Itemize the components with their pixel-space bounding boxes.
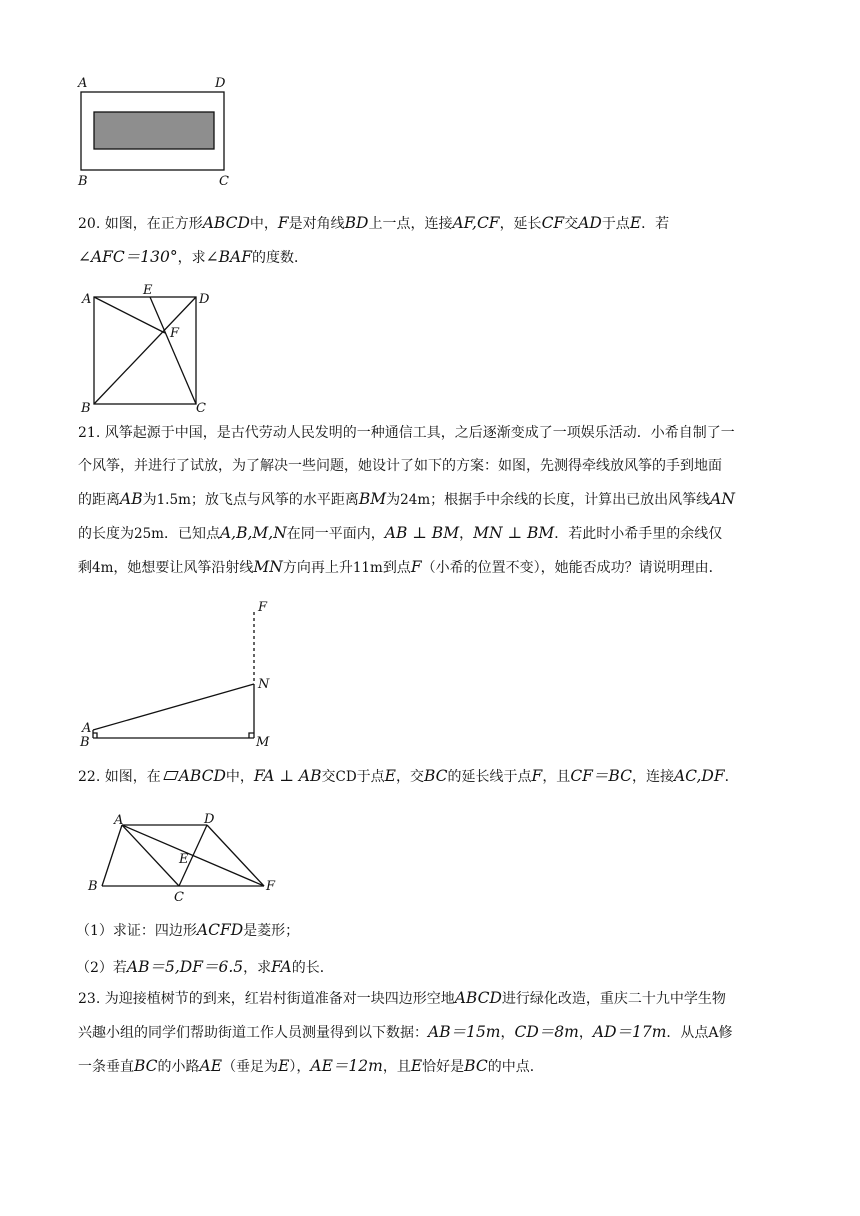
q21-math: MN ⊥ BM xyxy=(473,524,555,542)
q21-text: ；放飞点与风筝的水平距离 xyxy=(190,492,359,508)
q20-text: ，延长 xyxy=(499,216,542,232)
q21-value: 4m xyxy=(92,560,114,576)
q22-math: CD xyxy=(335,769,357,785)
q23-text: ）， xyxy=(289,1059,311,1075)
q20-number: 20. xyxy=(78,216,101,232)
label-c: C xyxy=(219,174,229,189)
figure-kite xyxy=(76,596,276,751)
q21-math: A,B,M,N xyxy=(219,524,287,542)
label-c: C xyxy=(196,401,206,415)
label-f: F xyxy=(258,600,268,615)
question-21 xyxy=(78,417,786,585)
q22-text: ，连接 xyxy=(631,769,674,785)
q22-math: ABCD xyxy=(178,767,226,785)
label-a: A xyxy=(114,813,124,828)
q23-math: ABCD xyxy=(454,989,502,1007)
q21-math: F xyxy=(410,558,422,576)
q20-text: 上一点，连接 xyxy=(368,216,453,232)
label-b: B xyxy=(78,174,88,189)
q22-text: ，求 xyxy=(243,960,272,976)
q23-math: BC xyxy=(464,1057,488,1075)
q22-text: ，且 xyxy=(542,769,571,785)
q21-text: ．若此时小希手里的余线仅 xyxy=(554,526,723,542)
q23-math: CD＝8m xyxy=(514,1023,579,1041)
q21-value: 1.5m xyxy=(156,492,191,508)
q23-text: 一条垂直 xyxy=(78,1059,134,1075)
q22-math: CF＝BC xyxy=(570,767,632,785)
q21-value: 24m xyxy=(400,492,431,508)
q21-text: 个风筝，并进行了试放，为了解决一些问题，她设计了如下的方案：如图，先测得牵线放风筝的手到地面 xyxy=(78,458,722,474)
label-d: D xyxy=(199,292,210,307)
q23-math: AE＝12m xyxy=(310,1057,383,1075)
q22-text: 如图，在 xyxy=(104,769,161,785)
q23-text: 为迎接植树节的到来，红岩村街道准备对一块四边形空地 xyxy=(104,991,455,1007)
q21-text: ，她想要让风筝沿射线 xyxy=(113,560,254,576)
question-20 xyxy=(78,207,786,275)
q20-text: 是对角线 xyxy=(288,216,345,232)
question-23 xyxy=(78,982,786,1084)
q23-math: E xyxy=(278,1057,290,1075)
q20-text: 中， xyxy=(249,216,278,232)
q23-text: 进行绿化改造，重庆二十九中学生物 xyxy=(501,991,726,1007)
q22-math: FA xyxy=(271,958,292,976)
label-d: D xyxy=(215,76,226,91)
q21-text: ， xyxy=(459,526,474,542)
q21-text: 为 xyxy=(142,492,157,508)
q20-math: CF xyxy=(541,214,565,232)
q23-text: ， xyxy=(578,1025,593,1041)
q23-text: （垂足为 xyxy=(222,1059,279,1075)
q21-text: （小希的位置不变），她能否成功？请说明理由． xyxy=(421,560,723,576)
figure-parallelogram xyxy=(82,808,282,908)
q21-value: 11m xyxy=(352,560,383,576)
q22-part1-number: （1） xyxy=(76,923,113,939)
q22-text: 中， xyxy=(225,769,254,785)
q21-text: 的长度为 xyxy=(78,526,134,542)
q21-text: 到点 xyxy=(382,560,411,576)
q21-text: 的距离 xyxy=(78,492,120,508)
q23-number: 23. xyxy=(78,991,101,1007)
q23-text: 的小路 xyxy=(157,1059,200,1075)
label-f: F xyxy=(266,879,276,894)
q23-text: 的中点． xyxy=(487,1059,544,1075)
q22-text: 是菱形； xyxy=(243,923,300,939)
q22-text: 求证：四边形 xyxy=(112,923,197,939)
q21-number: 21. xyxy=(78,425,101,441)
q20-text: ．若 xyxy=(641,216,670,232)
q20-math: AF,CF xyxy=(452,214,500,232)
q22-math: E xyxy=(384,767,396,785)
q23-text: 恰好是 xyxy=(422,1059,465,1075)
q23-math: AD＝17m xyxy=(592,1023,667,1041)
q20-text: 交 xyxy=(564,216,579,232)
q23-text: ．从点A修 xyxy=(666,1025,733,1041)
q21-text: 剩 xyxy=(78,560,92,576)
parallelogram-symbol xyxy=(163,771,178,780)
label-e: E xyxy=(179,852,189,867)
q21-value: 25m xyxy=(134,526,164,542)
q20-math: ABCD xyxy=(202,214,250,232)
q21-math: MN xyxy=(253,558,283,576)
q23-math: AE xyxy=(199,1057,223,1075)
q21-text: 为 xyxy=(386,492,401,508)
q21-text: 在同一平面内， xyxy=(286,526,385,542)
question-22-parts xyxy=(76,912,784,986)
q22-part2-number: （2） xyxy=(76,960,113,976)
q23-text: 兴趣小组的同学们帮助街道工作人员测量得到以下数据： xyxy=(78,1025,428,1041)
q20-text: 的度数． xyxy=(251,250,308,266)
label-f: F xyxy=(170,326,180,341)
figure-rectangle-lawn xyxy=(74,72,239,192)
label-c: C xyxy=(174,890,184,905)
q20-text: 于点 xyxy=(601,216,630,232)
q20-math: ∠AFC＝130° xyxy=(78,248,178,266)
label-a: A xyxy=(82,721,92,736)
q21-math: BM xyxy=(358,490,387,508)
q23-math: BC xyxy=(134,1057,158,1075)
q21-text: 风筝起源于中国，是古代劳动人民发明的一种通信工具，之后逐渐变成了一项娱乐活动．小希自制了一 xyxy=(104,425,735,441)
q20-text: 如图，在正方形 xyxy=(104,216,203,232)
q21-text: ．已知点 xyxy=(163,526,220,542)
q22-math: F xyxy=(531,767,543,785)
q21-text: ；根据手中余线的长度，计算出已放出风筝线 xyxy=(430,492,711,508)
q21-text: 方向再上升 xyxy=(282,560,353,576)
q22-math: BC xyxy=(424,767,448,785)
q22-text: 于点 xyxy=(356,769,385,785)
q23-math: E xyxy=(410,1057,423,1075)
q23-text: ，且 xyxy=(382,1059,411,1075)
q22-text: 的延长线于点 xyxy=(447,769,532,785)
q20-math: E xyxy=(629,214,642,232)
q21-math: AB xyxy=(120,490,143,508)
label-e: E xyxy=(143,283,153,298)
label-d: D xyxy=(204,812,215,827)
q21-math: AN xyxy=(710,490,735,508)
q22-math: AB＝5,DF＝6.5 xyxy=(126,958,244,976)
figure-square-abcd xyxy=(78,280,218,415)
q22-text: ． xyxy=(724,769,739,785)
q22-text: ，交 xyxy=(396,769,424,785)
q22-number: 22. xyxy=(78,769,101,785)
q22-text: 的长． xyxy=(291,960,334,976)
label-b: B xyxy=(88,879,98,894)
q22-math: ACFD xyxy=(196,921,244,939)
q22-text: 交 xyxy=(321,769,336,785)
q20-math: ∠BAF xyxy=(205,248,252,266)
label-n: N xyxy=(258,677,270,692)
label-a: A xyxy=(82,292,92,307)
q20-math: AD xyxy=(578,214,602,232)
q20-math: BD xyxy=(344,214,369,232)
label-b: B xyxy=(81,401,91,415)
label-m: M xyxy=(256,735,270,750)
q22-math: AC,DF xyxy=(673,767,725,785)
q20-text: ，求 xyxy=(177,250,206,266)
q23-text: ， xyxy=(500,1025,515,1041)
q20-math: F xyxy=(277,214,289,232)
label-b: B xyxy=(80,735,90,750)
q22-text: 若 xyxy=(112,960,127,976)
label-a: A xyxy=(78,76,88,91)
question-22 xyxy=(78,760,786,794)
q21-math: AB ⊥ BM xyxy=(384,524,460,542)
q22-math: FA ⊥ AB xyxy=(253,767,322,785)
q23-math: AB＝15m xyxy=(428,1023,501,1041)
